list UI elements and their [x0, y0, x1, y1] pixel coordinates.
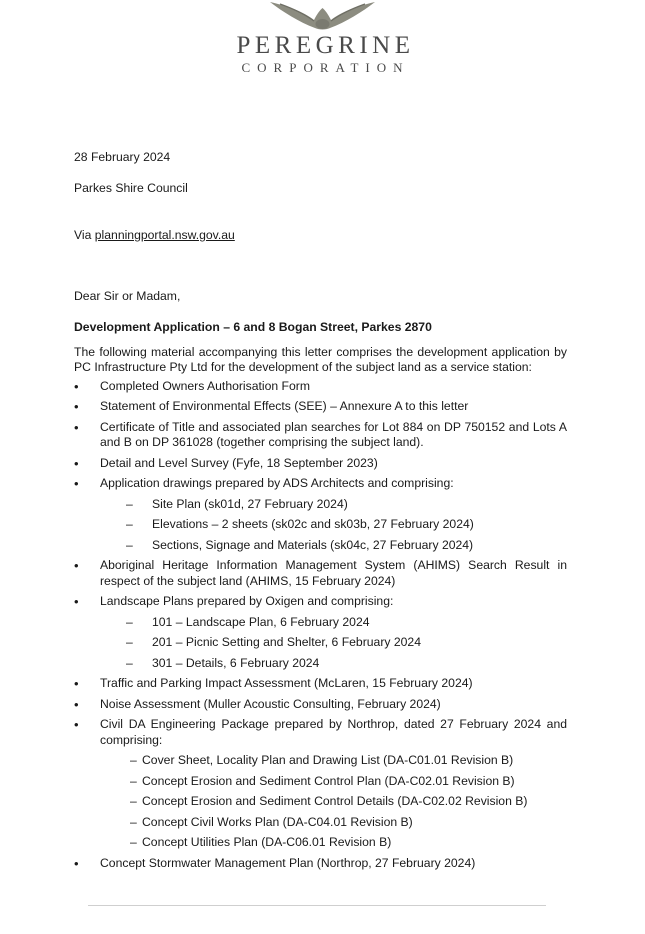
sublist-item: – Elevations – 2 sheets (sk02c and sk03b, 27 February 2024): [100, 517, 567, 533]
sublist-item: – Concept Civil Works Plan (DA-C04.01 Revision B): [100, 815, 567, 831]
list-item: [74, 717, 567, 851]
sublist-item: – Concept Erosion and Sediment Control Plan (DA-C02.01 Revision B): [100, 774, 567, 790]
list-item: [74, 697, 567, 713]
via-prefix: Via: [74, 228, 95, 242]
subject-line: Development Application – 6 and 8 Bogan Street, Parkes 2870: [74, 320, 432, 334]
intro-paragraph: The following material accompanying this letter comprises the development application by PC Infrastructure Pty Ltd for the development of the subject land as a service station:: [74, 344, 567, 374]
sublist-item: – Site Plan (sk01d, 27 February 2024): [100, 497, 567, 513]
recipient: Parkes Shire Council: [74, 180, 188, 195]
list-item: [74, 594, 567, 671]
company-name: PEREGRINE: [236, 32, 415, 59]
list-item: [74, 420, 567, 451]
list-item-text: Civil DA Engineering Package prepared by Northrop, dated 27 February 2024 and comprising:: [100, 717, 567, 747]
company-subtitle: CORPORATION: [241, 60, 410, 75]
sublist-item: – 301 – Details, 6 February 2024: [100, 656, 567, 672]
via-line: [74, 228, 567, 244]
list-item: [74, 379, 567, 395]
list-item-text: Detail and Level Survey (Fyfe, 18 September 2023): [100, 455, 378, 470]
list-item: [74, 476, 567, 553]
list-item: [74, 399, 567, 415]
sublist: [100, 753, 567, 851]
sublist-item: – 101 – Landscape Plan, 6 February 2024: [100, 615, 567, 631]
planning-portal-link[interactable]: planningportal.nsw.gov.au: [94, 228, 235, 242]
list-item-text: Aboriginal Heritage Information Management System (AHIMS) Search Result in respect of the subject land (AHIMS, 15 February 2024): [100, 558, 567, 588]
footer-divider: [88, 905, 546, 906]
list-item: [74, 856, 567, 872]
list-item-text: Application drawings prepared by ADS Architects and comprising:: [100, 476, 454, 490]
list-item: [74, 456, 567, 472]
list-item: [74, 558, 567, 589]
list-item-text: Certificate of Title and associated plan searches for Lot 884 on DP 750152 and Lots A and B on DP 361028 (together comprising the subject land).: [100, 419, 567, 449]
sublist-item: – Cover Sheet, Locality Plan and Drawing List (DA-C01.01 Revision B): [100, 753, 567, 769]
list-item-text: Traffic and Parking Impact Assessment (McLaren, 15 February 2024): [100, 676, 473, 690]
list-item-text: Completed Owners Authorisation Form: [100, 378, 310, 393]
list-item: [74, 676, 567, 692]
enclosures-list: [74, 379, 567, 872]
list-item-text: Landscape Plans prepared by Oxigen and comprising:: [100, 594, 394, 608]
letter-body: [74, 150, 567, 871]
list-item-text: Concept Stormwater Management Plan (Northrop, 27 February 2024): [100, 855, 476, 870]
list-item-text: Statement of Environmental Effects (SEE) – Annexure A to this letter: [100, 399, 469, 413]
salutation: Dear Sir or Madam,: [74, 288, 181, 303]
letter-date: 28 February 2024: [74, 150, 171, 164]
sublist-item: – Concept Erosion and Sediment Control Details (DA-C02.02 Revision B): [100, 794, 567, 810]
eagle-logo-icon: [270, 0, 375, 32]
sublist-item: – 201 – Picnic Setting and Shelter, 6 February 2024: [100, 635, 567, 651]
sublist: [100, 615, 567, 672]
sublist-item: – Concept Utilities Plan (DA-C06.01 Revision B): [100, 835, 567, 851]
list-item-text: Noise Assessment (Muller Acoustic Consulting, February 2024): [100, 696, 441, 711]
letterhead: [0, 0, 645, 80]
sublist: [100, 497, 567, 554]
sublist-item: – Sections, Signage and Materials (sk04c, 27 February 2024): [100, 538, 567, 554]
